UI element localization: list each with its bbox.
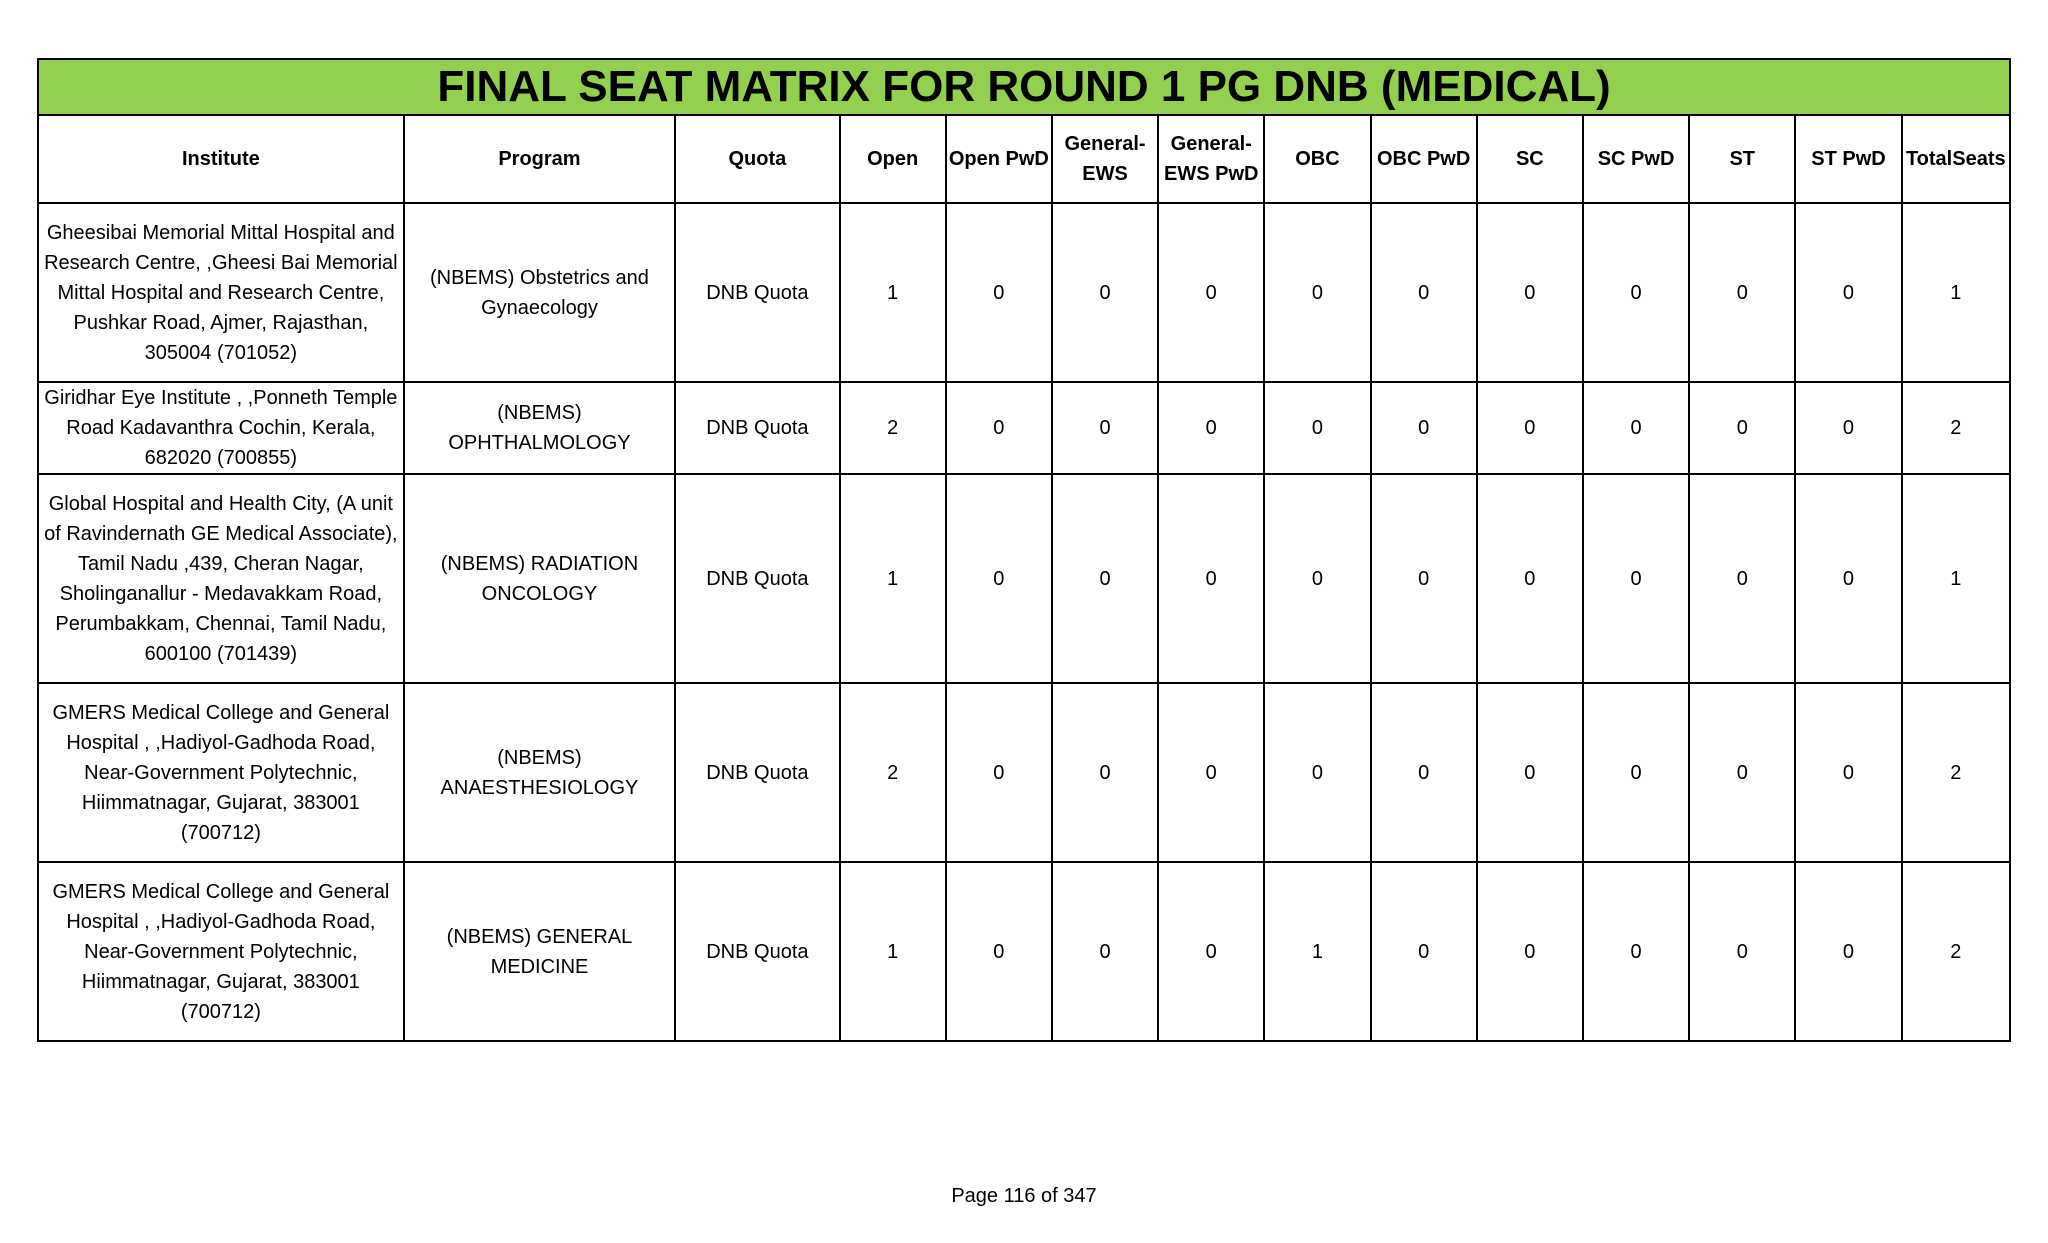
total-seats-cell: 2 bbox=[1902, 683, 2010, 862]
general-ews-pwd-cell: 0 bbox=[1158, 474, 1264, 683]
general-ews-cell: 0 bbox=[1052, 382, 1158, 474]
open-cell: 2 bbox=[840, 683, 946, 862]
sc-cell: 0 bbox=[1477, 474, 1583, 683]
st-cell: 0 bbox=[1689, 862, 1795, 1041]
page-title: FINAL SEAT MATRIX FOR ROUND 1 PG DNB (MEDICAL) bbox=[38, 59, 2010, 115]
st-cell: 0 bbox=[1689, 683, 1795, 862]
open-pwd-cell: 0 bbox=[946, 862, 1052, 1041]
general-ews-cell: 0 bbox=[1052, 683, 1158, 862]
column-header-obc: OBC bbox=[1264, 115, 1370, 203]
st-pwd-cell: 0 bbox=[1795, 474, 1901, 683]
table-row bbox=[38, 382, 2010, 474]
column-header-sc: SC bbox=[1477, 115, 1583, 203]
obc-cell: 0 bbox=[1264, 474, 1370, 683]
column-header-program: Program bbox=[404, 115, 676, 203]
table-row bbox=[38, 862, 2010, 1041]
sc-pwd-cell: 0 bbox=[1583, 474, 1689, 683]
institute-cell: GMERS Medical College and General Hospital , ,Hadiyol-Gadhoda Road, Near-Government Polytechnic, Hiimmatnagar, Gujarat, 383001 (700712) bbox=[38, 862, 404, 1041]
total-seats-cell: 1 bbox=[1902, 474, 2010, 683]
st-pwd-cell: 0 bbox=[1795, 382, 1901, 474]
program-cell: (NBEMS) ANAESTHESIOLOGY bbox=[404, 683, 676, 862]
open-pwd-cell: 0 bbox=[946, 474, 1052, 683]
column-header-quota: Quota bbox=[675, 115, 839, 203]
sc-cell: 0 bbox=[1477, 203, 1583, 382]
open-cell: 2 bbox=[840, 382, 946, 474]
st-pwd-cell: 0 bbox=[1795, 683, 1901, 862]
obc-cell: 0 bbox=[1264, 203, 1370, 382]
sc-cell: 0 bbox=[1477, 382, 1583, 474]
institute-cell: Global Hospital and Health City, (A unit of Ravindernath GE Medical Associate), Tamil Nadu ,439, Cheran Nagar, Sholinganallur - Medavakkam Road, Perumbakkam, Chennai, Tamil Nadu, 600100 (701439) bbox=[38, 474, 404, 683]
sc-cell: 0 bbox=[1477, 683, 1583, 862]
seat-matrix-table bbox=[37, 58, 2011, 1042]
general-ews-cell: 0 bbox=[1052, 474, 1158, 683]
sc-cell: 0 bbox=[1477, 862, 1583, 1041]
table-row bbox=[38, 203, 2010, 382]
program-cell: (NBEMS) RADIATION ONCOLOGY bbox=[404, 474, 676, 683]
column-header-institute: Institute bbox=[38, 115, 404, 203]
sc-pwd-cell: 0 bbox=[1583, 862, 1689, 1041]
total-seats-cell: 2 bbox=[1902, 382, 2010, 474]
quota-cell: DNB Quota bbox=[675, 203, 839, 382]
st-cell: 0 bbox=[1689, 203, 1795, 382]
obc-pwd-cell: 0 bbox=[1371, 474, 1477, 683]
obc-pwd-cell: 0 bbox=[1371, 382, 1477, 474]
quota-cell: DNB Quota bbox=[675, 862, 839, 1041]
column-header-sc-pwd: SC PwD bbox=[1583, 115, 1689, 203]
general-ews-cell: 0 bbox=[1052, 862, 1158, 1041]
total-seats-cell: 2 bbox=[1902, 862, 2010, 1041]
program-cell: (NBEMS) Obstetrics and Gynaecology bbox=[404, 203, 676, 382]
column-header-general-ews: General-EWS bbox=[1052, 115, 1158, 203]
st-pwd-cell: 0 bbox=[1795, 203, 1901, 382]
header-row bbox=[38, 115, 2010, 203]
column-header-open: Open bbox=[840, 115, 946, 203]
obc-pwd-cell: 0 bbox=[1371, 862, 1477, 1041]
quota-cell: DNB Quota bbox=[675, 474, 839, 683]
institute-cell: GMERS Medical College and General Hospital , ,Hadiyol-Gadhoda Road, Near-Government Polytechnic, Hiimmatnagar, Gujarat, 383001 (700712) bbox=[38, 683, 404, 862]
column-header-total-seats: TotalSeats bbox=[1902, 115, 2010, 203]
institute-cell: Gheesibai Memorial Mittal Hospital and Research Centre, ,Gheesi Bai Memorial Mittal Hospital and Research Centre, Pushkar Road, Ajmer, Rajasthan, 305004 (701052) bbox=[38, 203, 404, 382]
sc-pwd-cell: 0 bbox=[1583, 203, 1689, 382]
open-cell: 1 bbox=[840, 474, 946, 683]
general-ews-pwd-cell: 0 bbox=[1158, 203, 1264, 382]
column-header-obc-pwd: OBC PwD bbox=[1371, 115, 1477, 203]
general-ews-pwd-cell: 0 bbox=[1158, 683, 1264, 862]
general-ews-cell: 0 bbox=[1052, 203, 1158, 382]
column-header-st: ST bbox=[1689, 115, 1795, 203]
page-number: Page 116 of 347 bbox=[951, 1185, 1097, 1207]
sc-pwd-cell: 0 bbox=[1583, 683, 1689, 862]
general-ews-pwd-cell: 0 bbox=[1158, 862, 1264, 1041]
total-seats-cell: 1 bbox=[1902, 203, 2010, 382]
open-pwd-cell: 0 bbox=[946, 683, 1052, 862]
column-header-open-pwd: Open PwD bbox=[946, 115, 1052, 203]
obc-pwd-cell: 0 bbox=[1371, 203, 1477, 382]
column-header-general-ews-pwd: General-EWS PwD bbox=[1158, 115, 1264, 203]
st-cell: 0 bbox=[1689, 474, 1795, 683]
quota-cell: DNB Quota bbox=[675, 382, 839, 474]
obc-pwd-cell: 0 bbox=[1371, 683, 1477, 862]
sc-pwd-cell: 0 bbox=[1583, 382, 1689, 474]
column-header-st-pwd: ST PwD bbox=[1795, 115, 1901, 203]
open-cell: 1 bbox=[840, 203, 946, 382]
st-cell: 0 bbox=[1689, 382, 1795, 474]
obc-cell: 1 bbox=[1264, 862, 1370, 1041]
open-pwd-cell: 0 bbox=[946, 203, 1052, 382]
general-ews-pwd-cell: 0 bbox=[1158, 382, 1264, 474]
open-pwd-cell: 0 bbox=[946, 382, 1052, 474]
program-cell: (NBEMS) OPHTHALMOLOGY bbox=[404, 382, 676, 474]
obc-cell: 0 bbox=[1264, 382, 1370, 474]
st-pwd-cell: 0 bbox=[1795, 862, 1901, 1041]
institute-cell: Giridhar Eye Institute , ,Ponneth Temple Road Kadavanthra Cochin, Kerala, 682020 (700855) bbox=[38, 382, 404, 474]
quota-cell: DNB Quota bbox=[675, 683, 839, 862]
open-cell: 1 bbox=[840, 862, 946, 1041]
table-row bbox=[38, 683, 2010, 862]
obc-cell: 0 bbox=[1264, 683, 1370, 862]
table-row bbox=[38, 474, 2010, 683]
program-cell: (NBEMS) GENERAL MEDICINE bbox=[404, 862, 676, 1041]
